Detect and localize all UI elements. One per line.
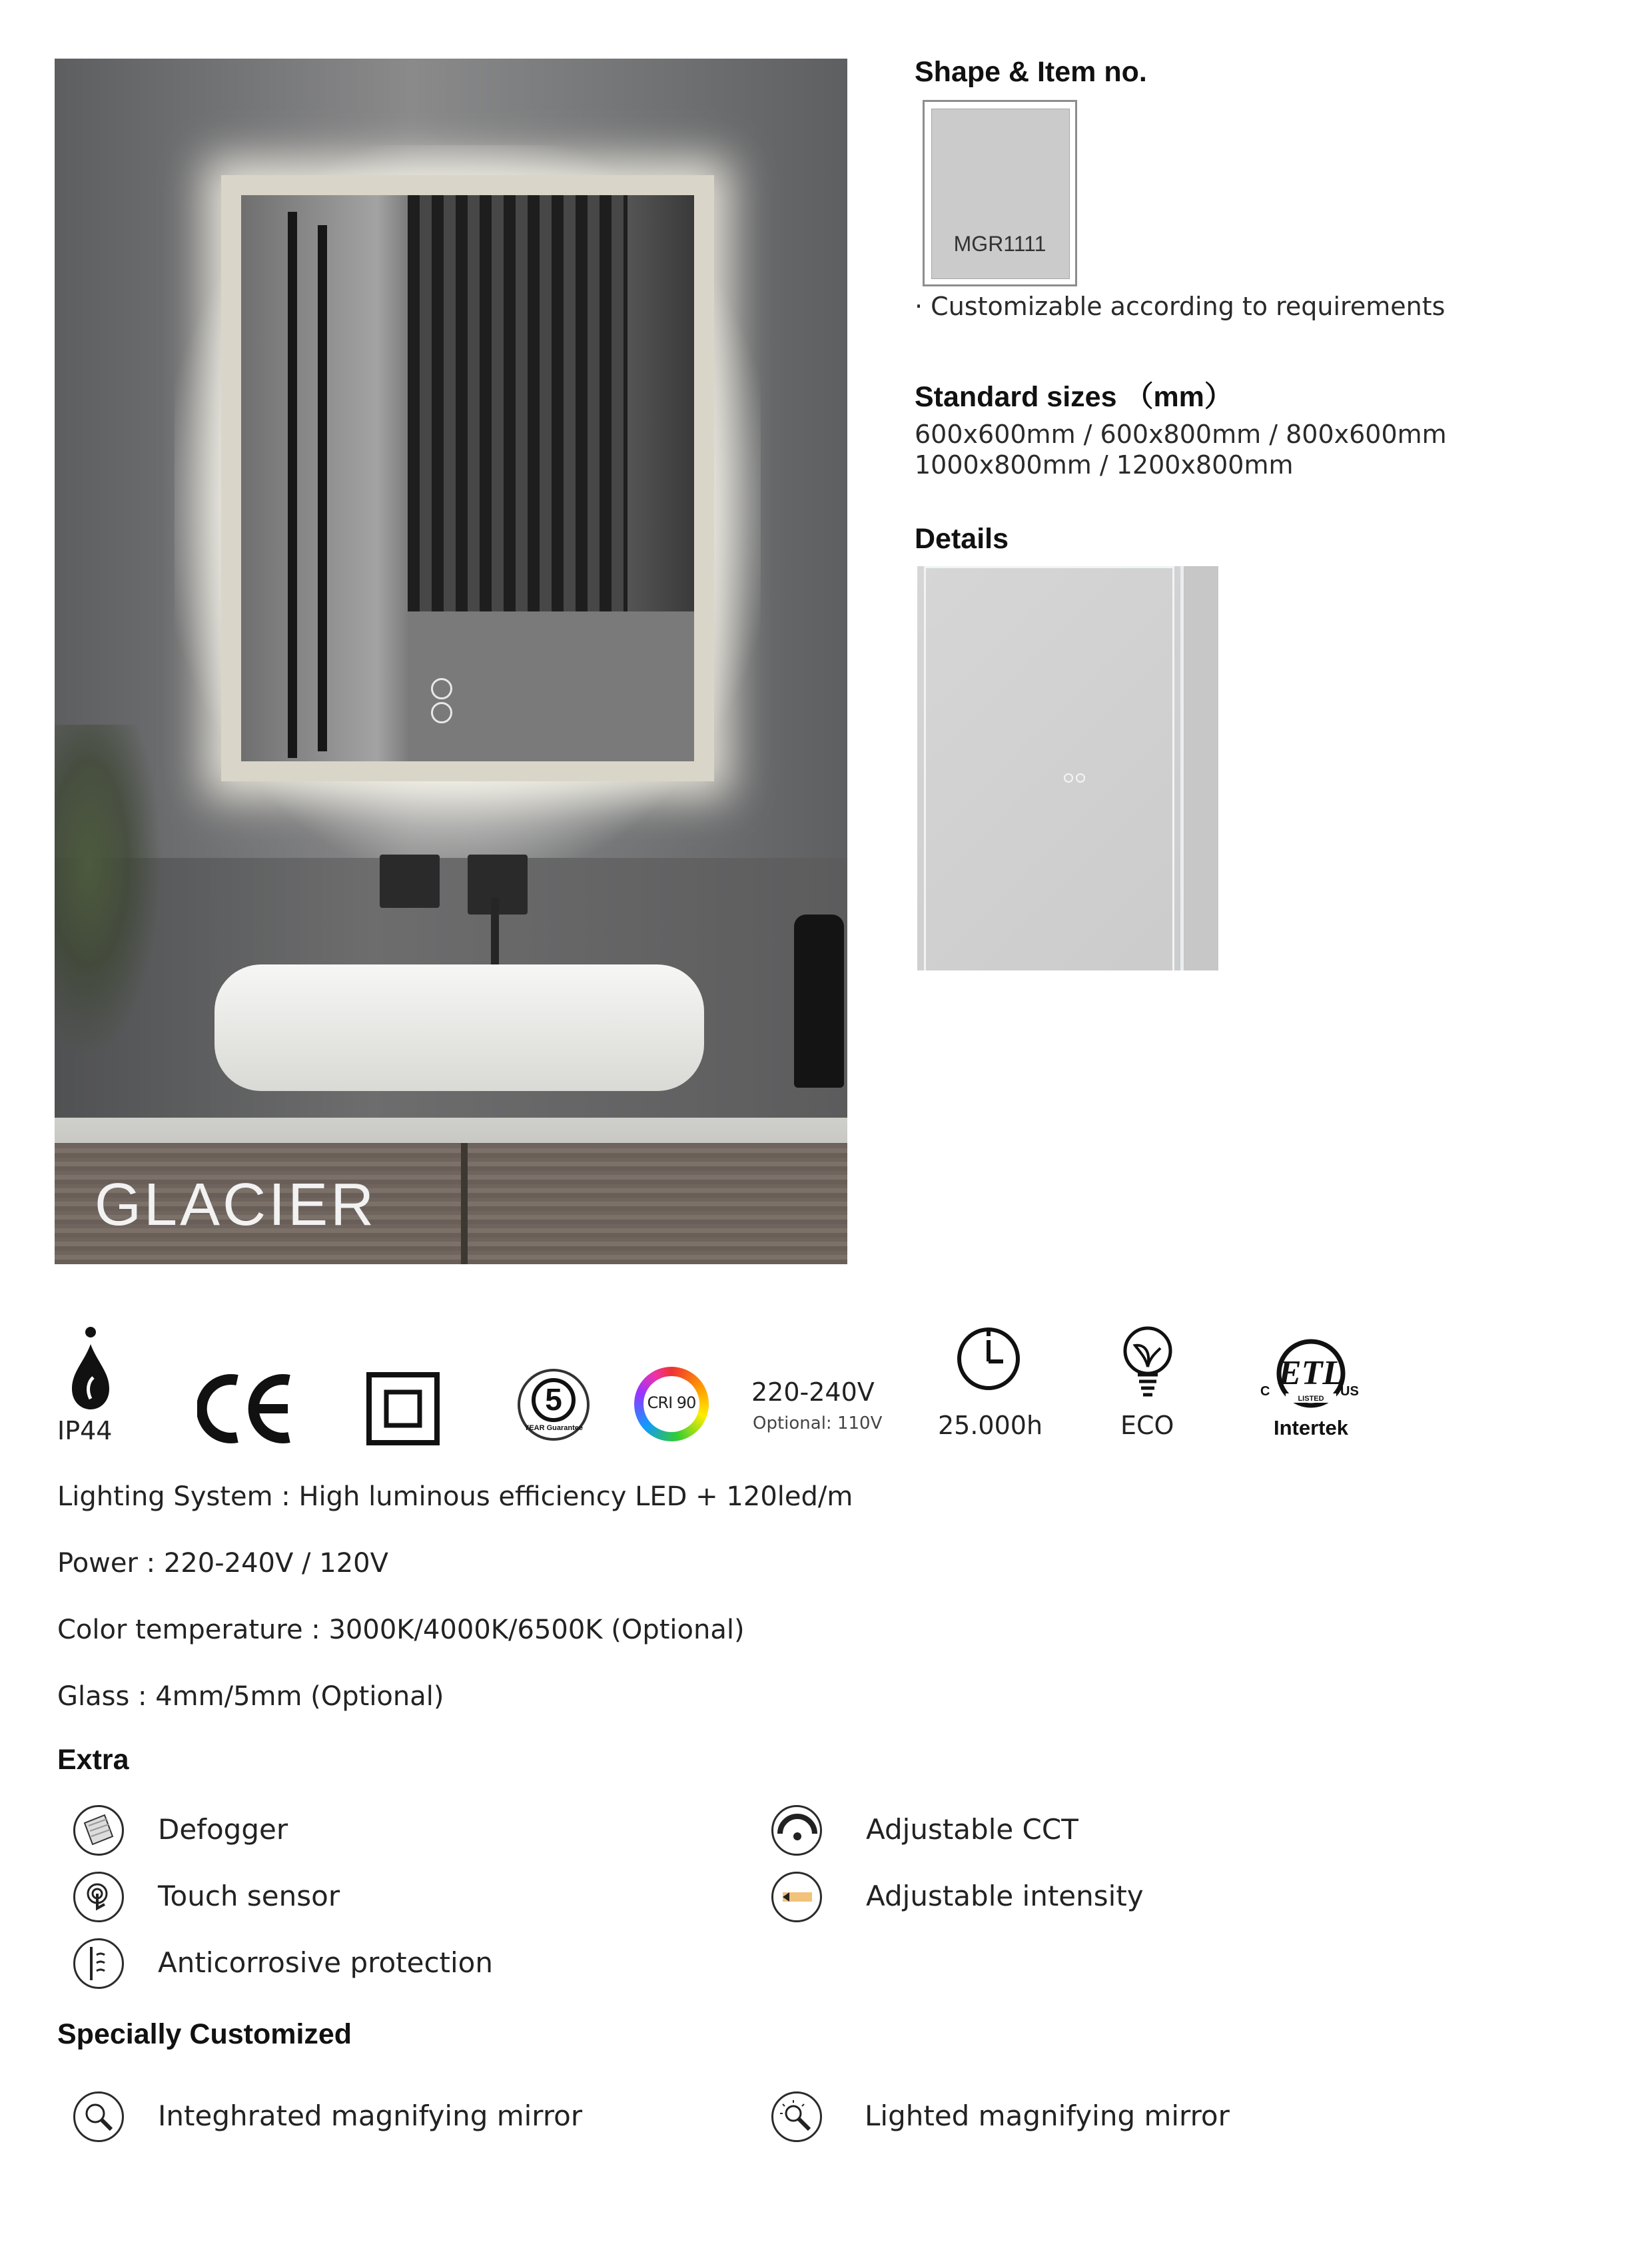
clock-icon — [955, 1325, 1022, 1395]
touch-buttons-icon — [1064, 773, 1088, 785]
lifetime-label: 25.000h — [938, 1411, 1043, 1440]
custom-lighted-magnifying: Lighted magnifying mirror — [865, 2099, 1230, 2132]
spec-color-temperature: Color temperature : 3000K/4000K/6500K (Optional) — [57, 1615, 745, 1645]
faucet-icon — [380, 855, 440, 908]
shape-heading: Shape & Item no. — [915, 56, 1147, 88]
product-name: GLACIER — [95, 1172, 377, 1238]
spec-glass: Glass : 4mm/5mm (Optional) — [57, 1681, 444, 1712]
touch-sensor-icon — [73, 1872, 124, 1922]
extra-adjustable-cct: Adjustable CCT — [866, 1813, 1078, 1846]
custom-heading: Specially Customized — [57, 2018, 352, 2050]
customizable-note: · Customizable according to requirements — [915, 292, 1446, 321]
etl-c-label: C — [1260, 1384, 1270, 1399]
warranty-badge-icon — [514, 1365, 593, 1444]
adjustable-intensity-icon — [771, 1872, 822, 1922]
lighted-magnifier-icon — [771, 2091, 822, 2142]
etl-us-label: US — [1340, 1384, 1359, 1399]
details-heading: Details — [915, 523, 1009, 555]
sizes-line-2: 1000x800mm / 1200x800mm — [915, 450, 1294, 480]
sizes-line-1: 600x600mm / 600x800mm / 800x600mm — [915, 420, 1447, 449]
svg-text:ETL: ETL — [1278, 1354, 1344, 1392]
warranty-years: 5 — [545, 1382, 562, 1417]
class-ii-icon — [366, 1372, 440, 1448]
shape-thumbnail — [923, 100, 1077, 286]
etl-listed-icon — [1258, 1337, 1364, 1451]
ip-rating-label: IP44 — [57, 1416, 113, 1445]
spec-power: Power : 220-240V / 120V — [57, 1548, 388, 1579]
extra-adjustable-intensity: Adjustable intensity — [866, 1880, 1144, 1912]
extra-anticorrosive: Anticorrosive protection — [158, 1946, 493, 1979]
eco-label: ECO — [1120, 1411, 1174, 1440]
soap-bottle-image — [794, 915, 844, 1088]
basin-image — [214, 964, 704, 1091]
eco-bulb-icon — [1119, 1325, 1176, 1401]
waterdrop-icon — [64, 1325, 117, 1415]
anticorrosive-icon — [73, 1938, 124, 1989]
plant-decoration — [55, 725, 168, 1071]
voltage-main: 220-240V — [751, 1377, 875, 1407]
item-code: MGR1111 — [953, 232, 1046, 256]
cri-label: CRI 90 — [647, 1393, 696, 1412]
ce-mark-icon — [197, 1372, 297, 1448]
extra-touch-sensor: Touch sensor — [158, 1880, 340, 1912]
warranty-text: YEAR Guarantee — [524, 1424, 584, 1432]
custom-integrated-magnifying: Integhrated magnifying mirror — [158, 2099, 583, 2132]
extra-heading: Extra — [57, 1744, 129, 1776]
voltage-optional: Optional: 110V — [753, 1413, 883, 1433]
cri-ring-icon — [634, 1367, 709, 1441]
etl-company-label: Intertek — [1274, 1416, 1348, 1439]
sizes-heading: Standard sizes （mm） — [915, 381, 1233, 413]
extra-defogger: Defogger — [158, 1813, 288, 1846]
defogger-icon — [73, 1805, 124, 1856]
adjustable-cct-icon — [771, 1805, 822, 1856]
etl-listed-label: LISTED — [1298, 1395, 1324, 1403]
magnifier-icon — [73, 2091, 124, 2142]
hero-photo — [55, 59, 847, 1264]
spec-lighting: Lighting System : High luminous efficiency LED + 120led/m — [57, 1481, 853, 1512]
touch-buttons-icon — [431, 678, 478, 699]
detail-photo — [917, 566, 1218, 970]
